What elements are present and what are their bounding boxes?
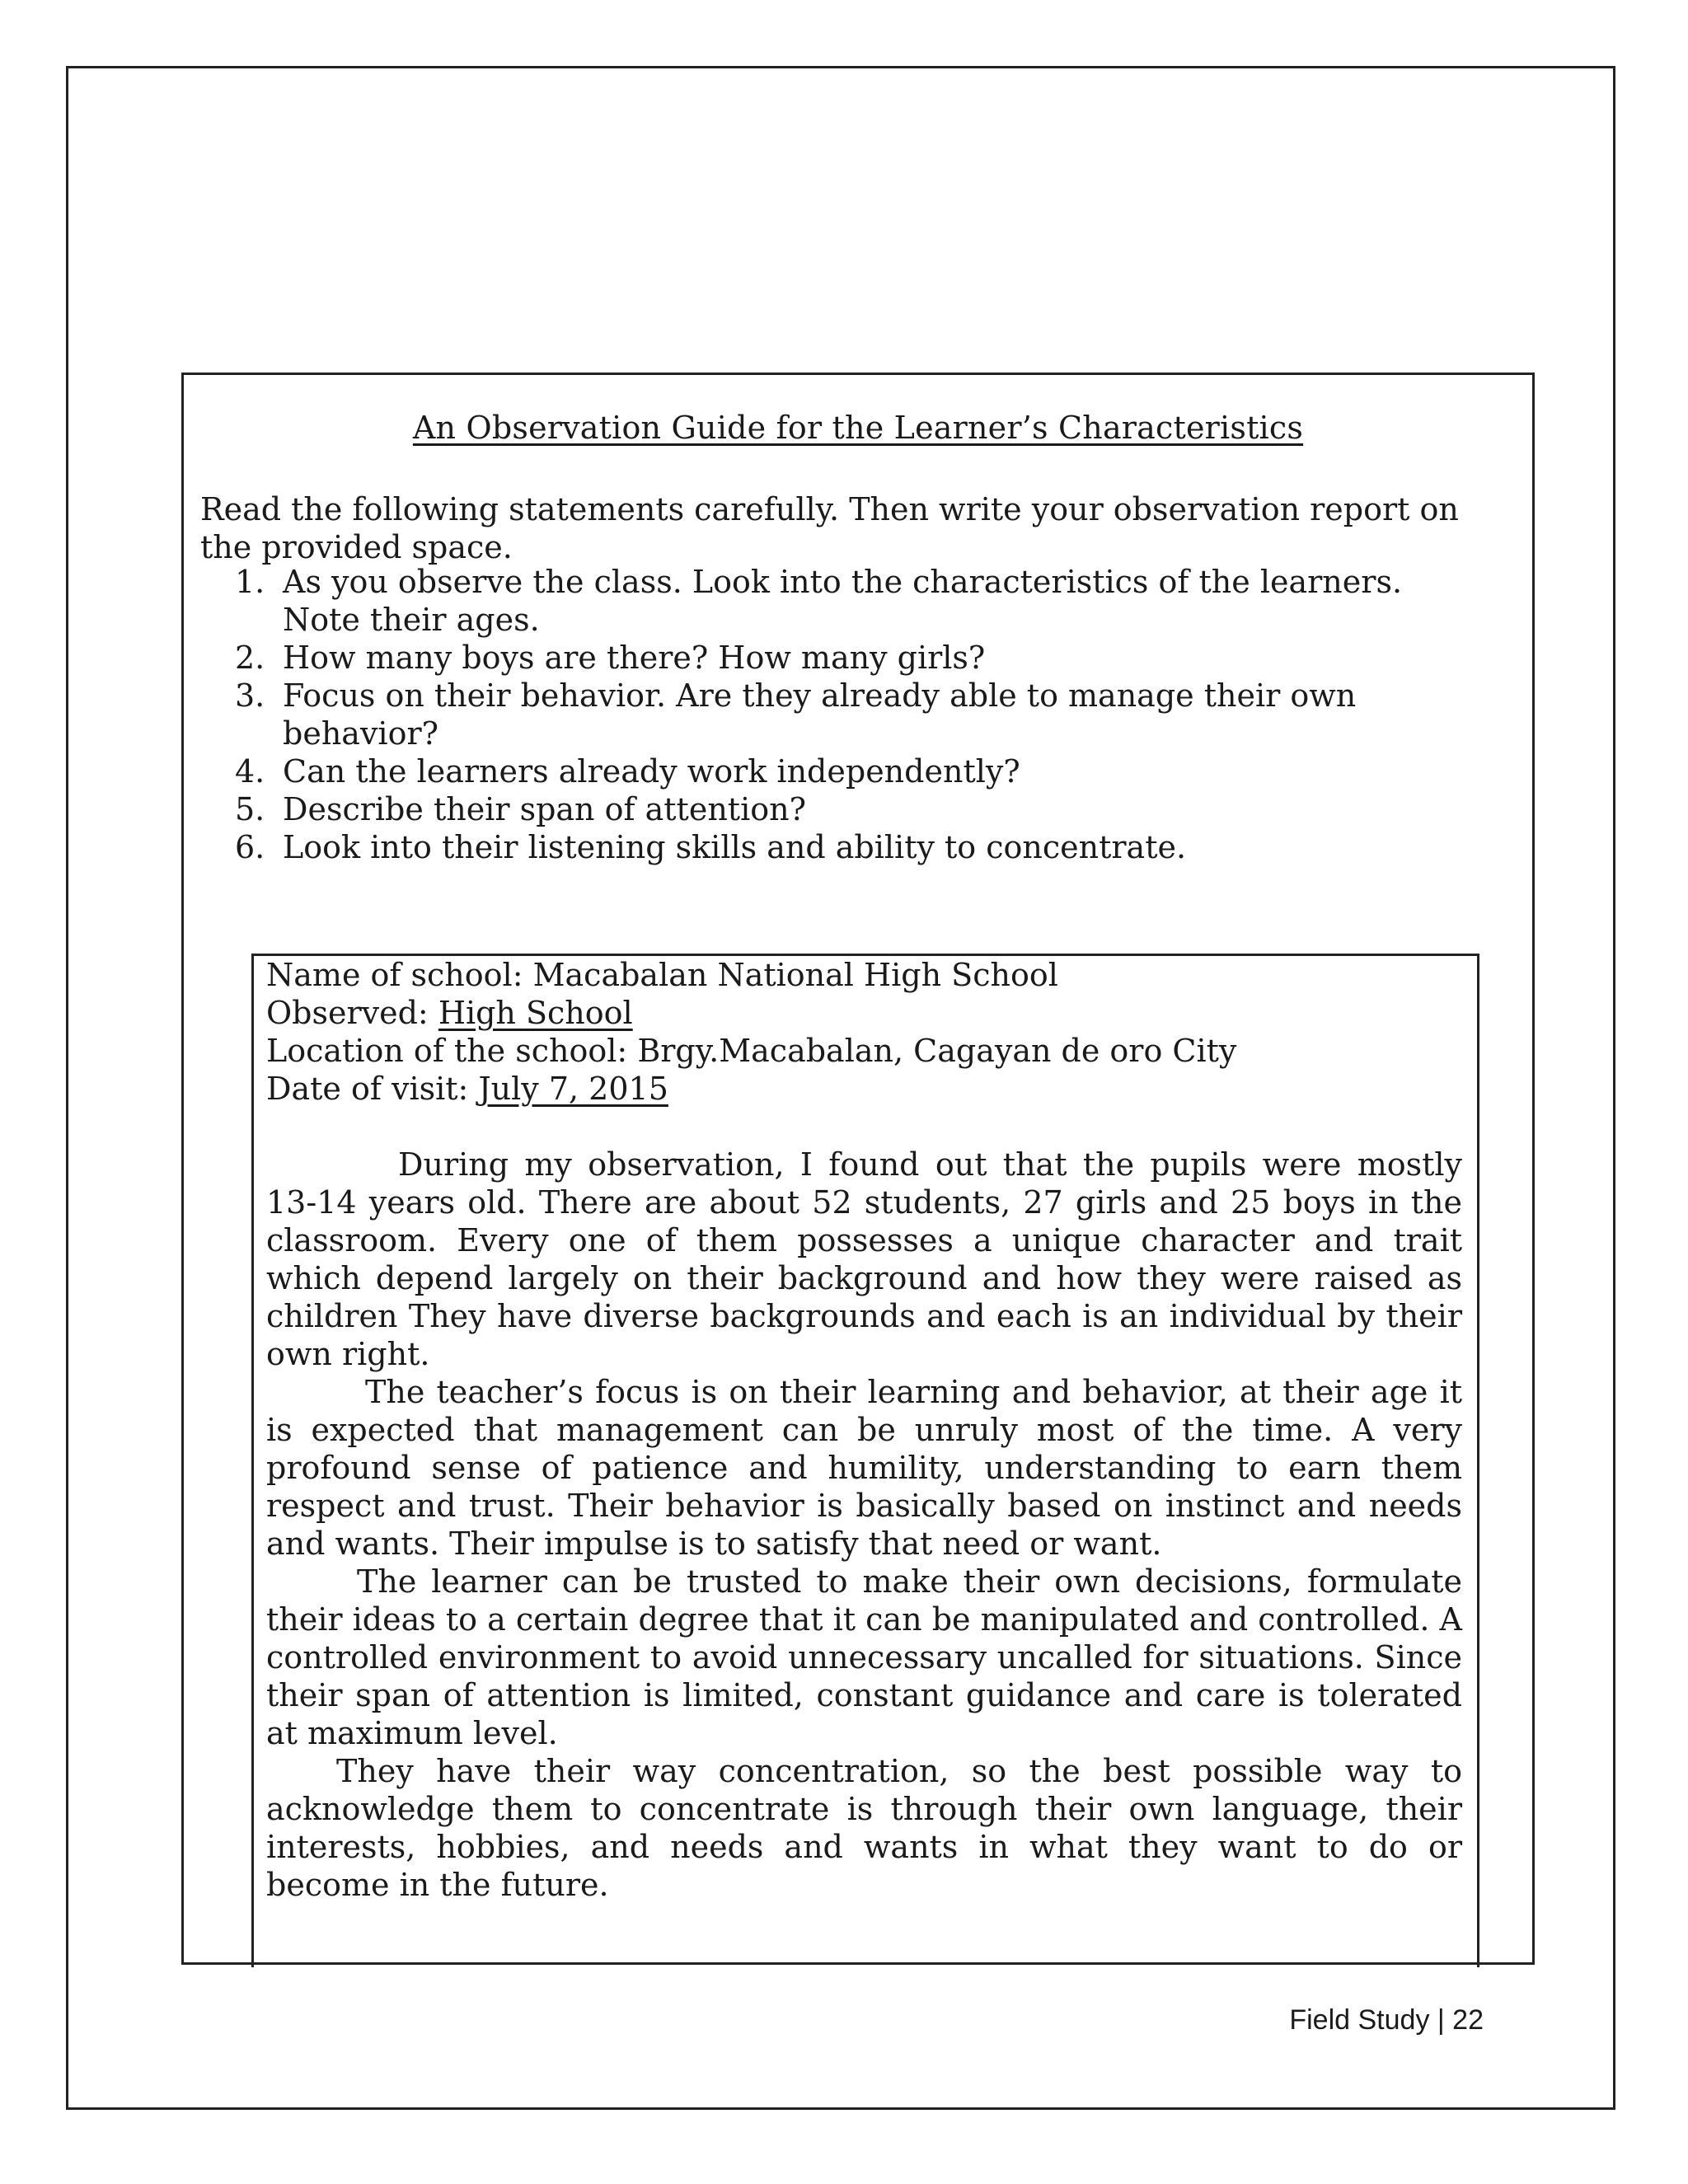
question-number: 4. [235, 753, 265, 790]
question-text: Can the learners already work independently? [283, 753, 1020, 790]
question-text: As you observe the class. Look into the characteristics of the learners. Note their ages. [283, 564, 1403, 638]
report-body [266, 1146, 1462, 1904]
question-text: How many boys are there? How many girls? [283, 640, 986, 676]
question-number: 6. [235, 829, 265, 865]
school-name-value: Macabalan National High School [532, 957, 1058, 993]
question-number: 3. [235, 677, 265, 714]
question-list [235, 563, 1488, 866]
question-number: 1. [235, 564, 265, 600]
question-item [235, 752, 1488, 790]
report-paragraph: The learner can be trusted to make their own decisions, formulate their ideas to a certain degree that it can be manipulated and controlled. A controlled environment to avoid unnecessary uncalled for situations. Since their span of attention is limited, constant guidance and care is tolerated at maximum level. [266, 1563, 1462, 1751]
location-line [266, 1032, 1462, 1070]
question-item [235, 563, 1488, 639]
question-item [235, 828, 1488, 866]
location-label: Location of the school: [266, 1033, 628, 1069]
guide-title: An Observation Guide for the Learner’s Characteristics [412, 410, 1304, 446]
question-number: 2. [235, 640, 265, 676]
question-item [235, 639, 1488, 677]
observation-report-box [251, 954, 1479, 1967]
report-paragraph: They have their way concentration, so the best possible way to acknowledge them to concentrate is through their own language, their interests, hobbies, and needs and wants in what they want to do or become in the future. [266, 1753, 1462, 1903]
question-number: 5. [235, 791, 265, 827]
observed-value: High School [438, 995, 633, 1031]
question-text: Focus on their behavior. Are they already able to manage their own behavior? [283, 677, 1357, 752]
location-value: Brgy.Macabalan, Cagayan de oro City [637, 1033, 1237, 1069]
report-paragraph: During my observation, I found out that the pupils were mostly 13-14 years old. There are about 52 students, 27 girls and 25 boys in the classroom. Every one of them possesses a unique character and trait which depend largely on their background and how they were raised as children They have diverse backgrounds and each is an individual by their own right. [266, 1146, 1462, 1372]
date-label: Date of visit: [266, 1071, 469, 1107]
question-text: Describe their span of attention? [283, 791, 806, 827]
date-line [266, 1070, 1462, 1108]
date-value: July 7, 2015 [478, 1071, 668, 1107]
question-item [235, 677, 1488, 752]
report-paragraph: The teacher’s focus is on their learning and behavior, at their age it is expected that management can be unruly most of the time. A very profound sense of patience and humility, understanding to earn them respect and trust. Their behavior is basically based on instinct and needs and wants. Their impulse is to satisfy that need or want. [266, 1374, 1462, 1562]
observed-line [266, 994, 1462, 1032]
question-text: Look into their listening skills and ability to concentrate. [283, 829, 1187, 865]
page-footer: Field Study | 22 [1289, 2004, 1484, 2036]
question-item [235, 790, 1488, 828]
school-name-label: Name of school: [266, 957, 523, 993]
school-name-line [266, 956, 1462, 994]
observed-label: Observed: [266, 995, 429, 1031]
observation-guide-box [181, 373, 1535, 1965]
guide-instructions: Read the following statements carefully. Then write your observation report on the provided space. [200, 491, 1459, 565]
